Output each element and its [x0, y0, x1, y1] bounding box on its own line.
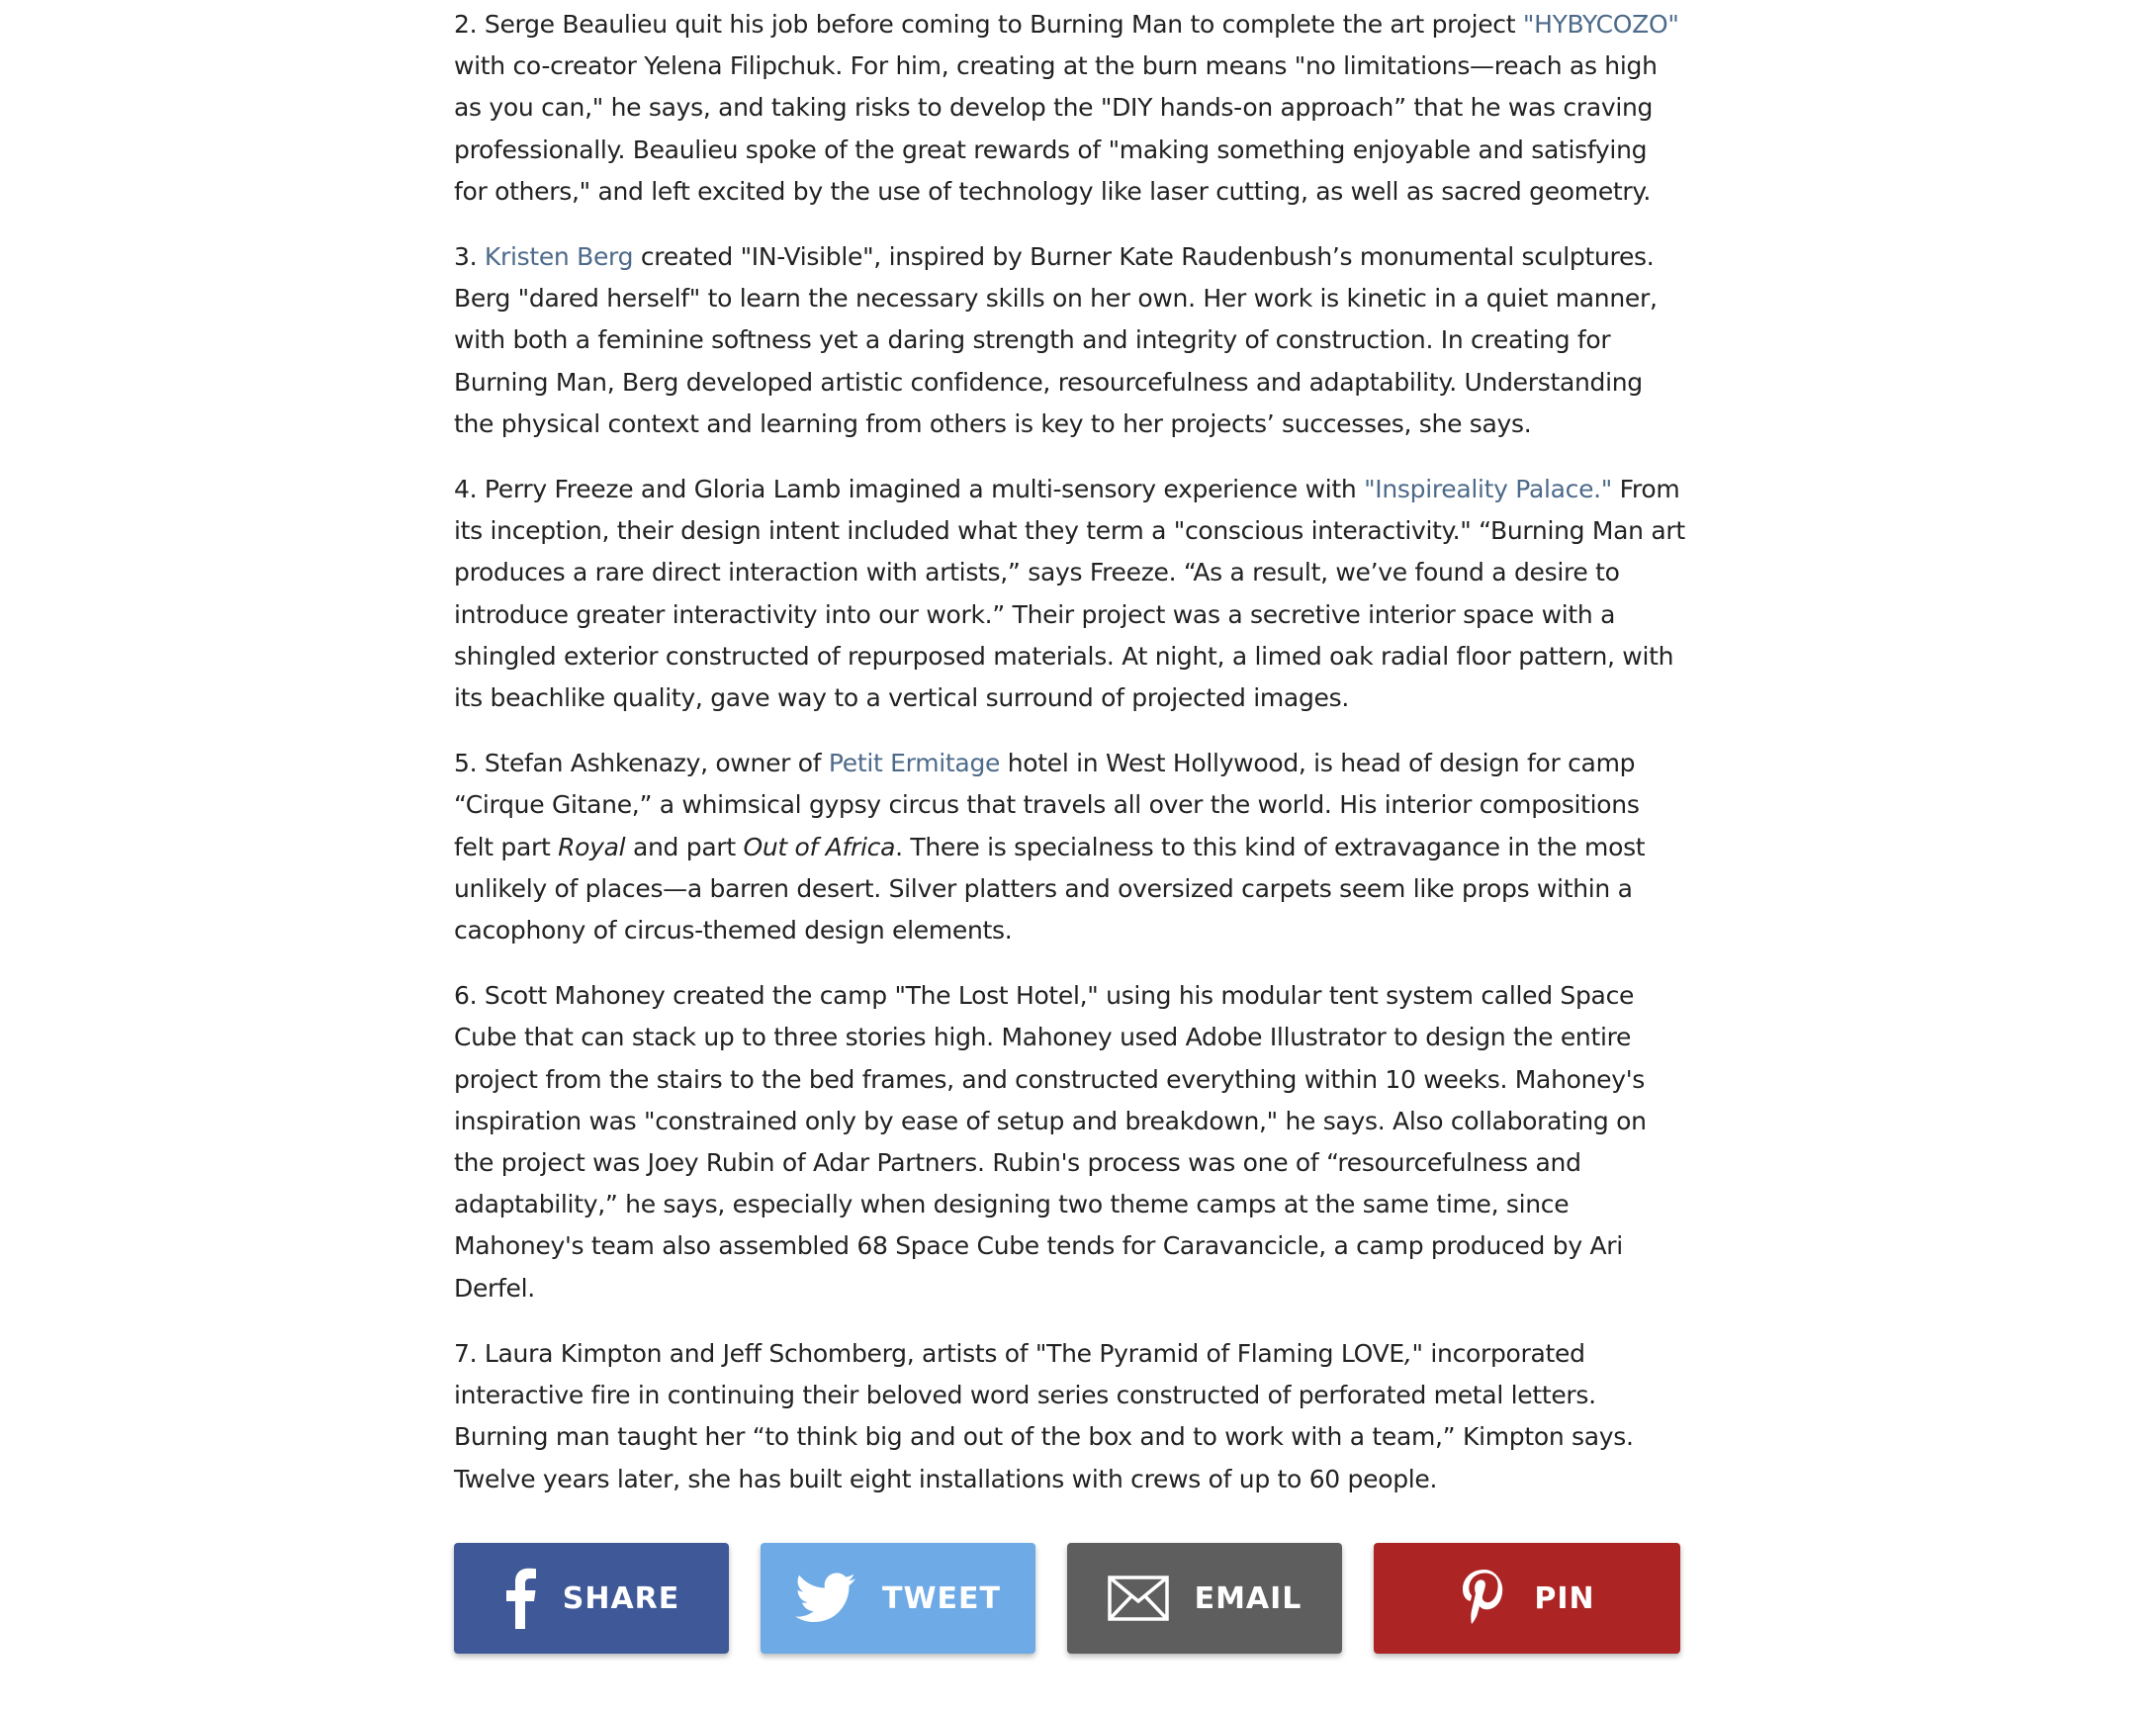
twitter-bird-icon: [795, 1573, 856, 1624]
share-label: SHARE: [562, 1580, 680, 1616]
paragraph-4: [454, 469, 1685, 719]
share-bar: [454, 1543, 1682, 1654]
paragraph-text: and part: [625, 832, 744, 861]
paragraph-2: [454, 4, 1685, 213]
link-kristen-berg[interactable]: Kristen Berg: [484, 242, 634, 272]
paragraph-5: [454, 743, 1685, 951]
italic-title-royal: Royal: [558, 832, 626, 861]
facebook-icon: [503, 1568, 537, 1629]
tweet-label: TWEET: [881, 1580, 1001, 1616]
paragraph-text: 3.: [454, 242, 485, 272]
tweet-button[interactable]: [761, 1543, 1035, 1654]
italic-quote-mark: ,": [1403, 1338, 1423, 1368]
link-hybycozo[interactable]: "HYBYCOZO": [1522, 10, 1679, 39]
envelope-icon: [1108, 1576, 1169, 1621]
pin-label: PIN: [1534, 1580, 1595, 1616]
facebook-share-button[interactable]: [454, 1543, 729, 1654]
pinterest-icon: [1459, 1568, 1508, 1629]
paragraph-text: From its inception, their design intent included what they term a "conscious interactivity." “Burning Man art produces a rare direct interaction with artists,” says Freeze. “As a result, we’ve found a desire to introduce greater interactivity into our work.” Their project was a secretive interior space with a shingled exterior constructed of repurposed materials. At night, a limed oak radial floor pattern, with its beachlike quality, gave way to a vertical surround of projected images.: [454, 475, 1685, 713]
email-share-button[interactable]: [1067, 1543, 1342, 1654]
paragraph-text: 2. Serge Beaulieu quit his job before coming to Burning Man to complete the art project: [454, 10, 1523, 39]
article-body: [454, 4, 1685, 1524]
paragraph-6: [454, 975, 1685, 1309]
italic-title-out-of-africa: Out of Africa: [743, 832, 896, 861]
paragraph-text: 6. Scott Mahoney created the camp "The Lost Hotel," using his modular tent system called Space Cube that can stack up to three stories high. Mahoney used Adobe Illustrator to design the entire project from the stairs to the bed frames, and constructed everything within 10 weeks. Mahoney's inspiration was "constrained only by ease of setup and breakdown," he says. Also collaborating on the project was Joey Rubin of Adar Partners. Rubin's process was one of “resourcefulness and adaptability,” he says, especially when designing two theme camps at the same time, since Mahoney's team also assembled 68 Space Cube tends for Caravancicle, a camp produced by Ari Derfel.: [454, 981, 1647, 1303]
paragraph-text: . There is specialness to this kind of extravagance in the most unlikely of places—a barren desert. Silver platters and oversized carpets seem like props within a cacophony of circus-themed design elements.: [454, 832, 1646, 946]
pinterest-pin-button[interactable]: [1374, 1543, 1680, 1654]
paragraph-3: [454, 236, 1685, 445]
paragraph-text: 7. Laura Kimpton and Jeff Schomberg, artists of "The Pyramid of Flaming LOVE: [454, 1338, 1404, 1368]
paragraph-7: [454, 1333, 1685, 1500]
paragraph-text: 4. Perry Freeze and Gloria Lamb imagined a multi-sensory experience with: [454, 475, 1365, 504]
link-inspireality-palace[interactable]: "Inspireality Palace.": [1364, 475, 1613, 504]
paragraph-text: created "IN-Visible", inspired by Burner Kate Raudenbush’s monumental sculptures. Berg "dared herself" to learn the necessary skills on her own. Her work is kinetic in a quiet manner, with both a feminine softness yet a daring strength and integrity of construction. In creating for Burning Man, Berg developed artistic confidence, resourcefulness and adaptability. Understanding the physical context and learning from others is key to her projects’ successes, she says.: [454, 242, 1658, 438]
paragraph-text: incorporated interactive fire in continuing their beloved word series constructed of perforated metal letters. Burning man taught her “to think big and out of the box and to work with a team,” Kimpton says. Twelve years later, she has built eight installations with crews of up to 60 people.: [454, 1338, 1634, 1493]
link-petit-ermitage[interactable]: Petit Ermitage: [828, 749, 1001, 778]
paragraph-text: hotel in West Hollywood, is head of design for camp “Cirque Gitane,” a whimsical gypsy circus that travels all over the world. His interior compositions felt part: [454, 749, 1640, 861]
paragraph-text: with co-creator Yelena Filipchuk. For him, creating at the burn means "no limitations—reach as high as you can," he says, and taking risks to develop the "DIY hands-on approach” that he was craving professionally. Beaulieu spoke of the great rewards of "making something enjoyable and satisfying for others," and left excited by the use of technology like laser cutting, as well as sacred geometry.: [454, 51, 1658, 206]
email-label: EMAIL: [1194, 1580, 1303, 1616]
paragraph-text: 5. Stefan Ashkenazy, owner of: [454, 749, 829, 778]
